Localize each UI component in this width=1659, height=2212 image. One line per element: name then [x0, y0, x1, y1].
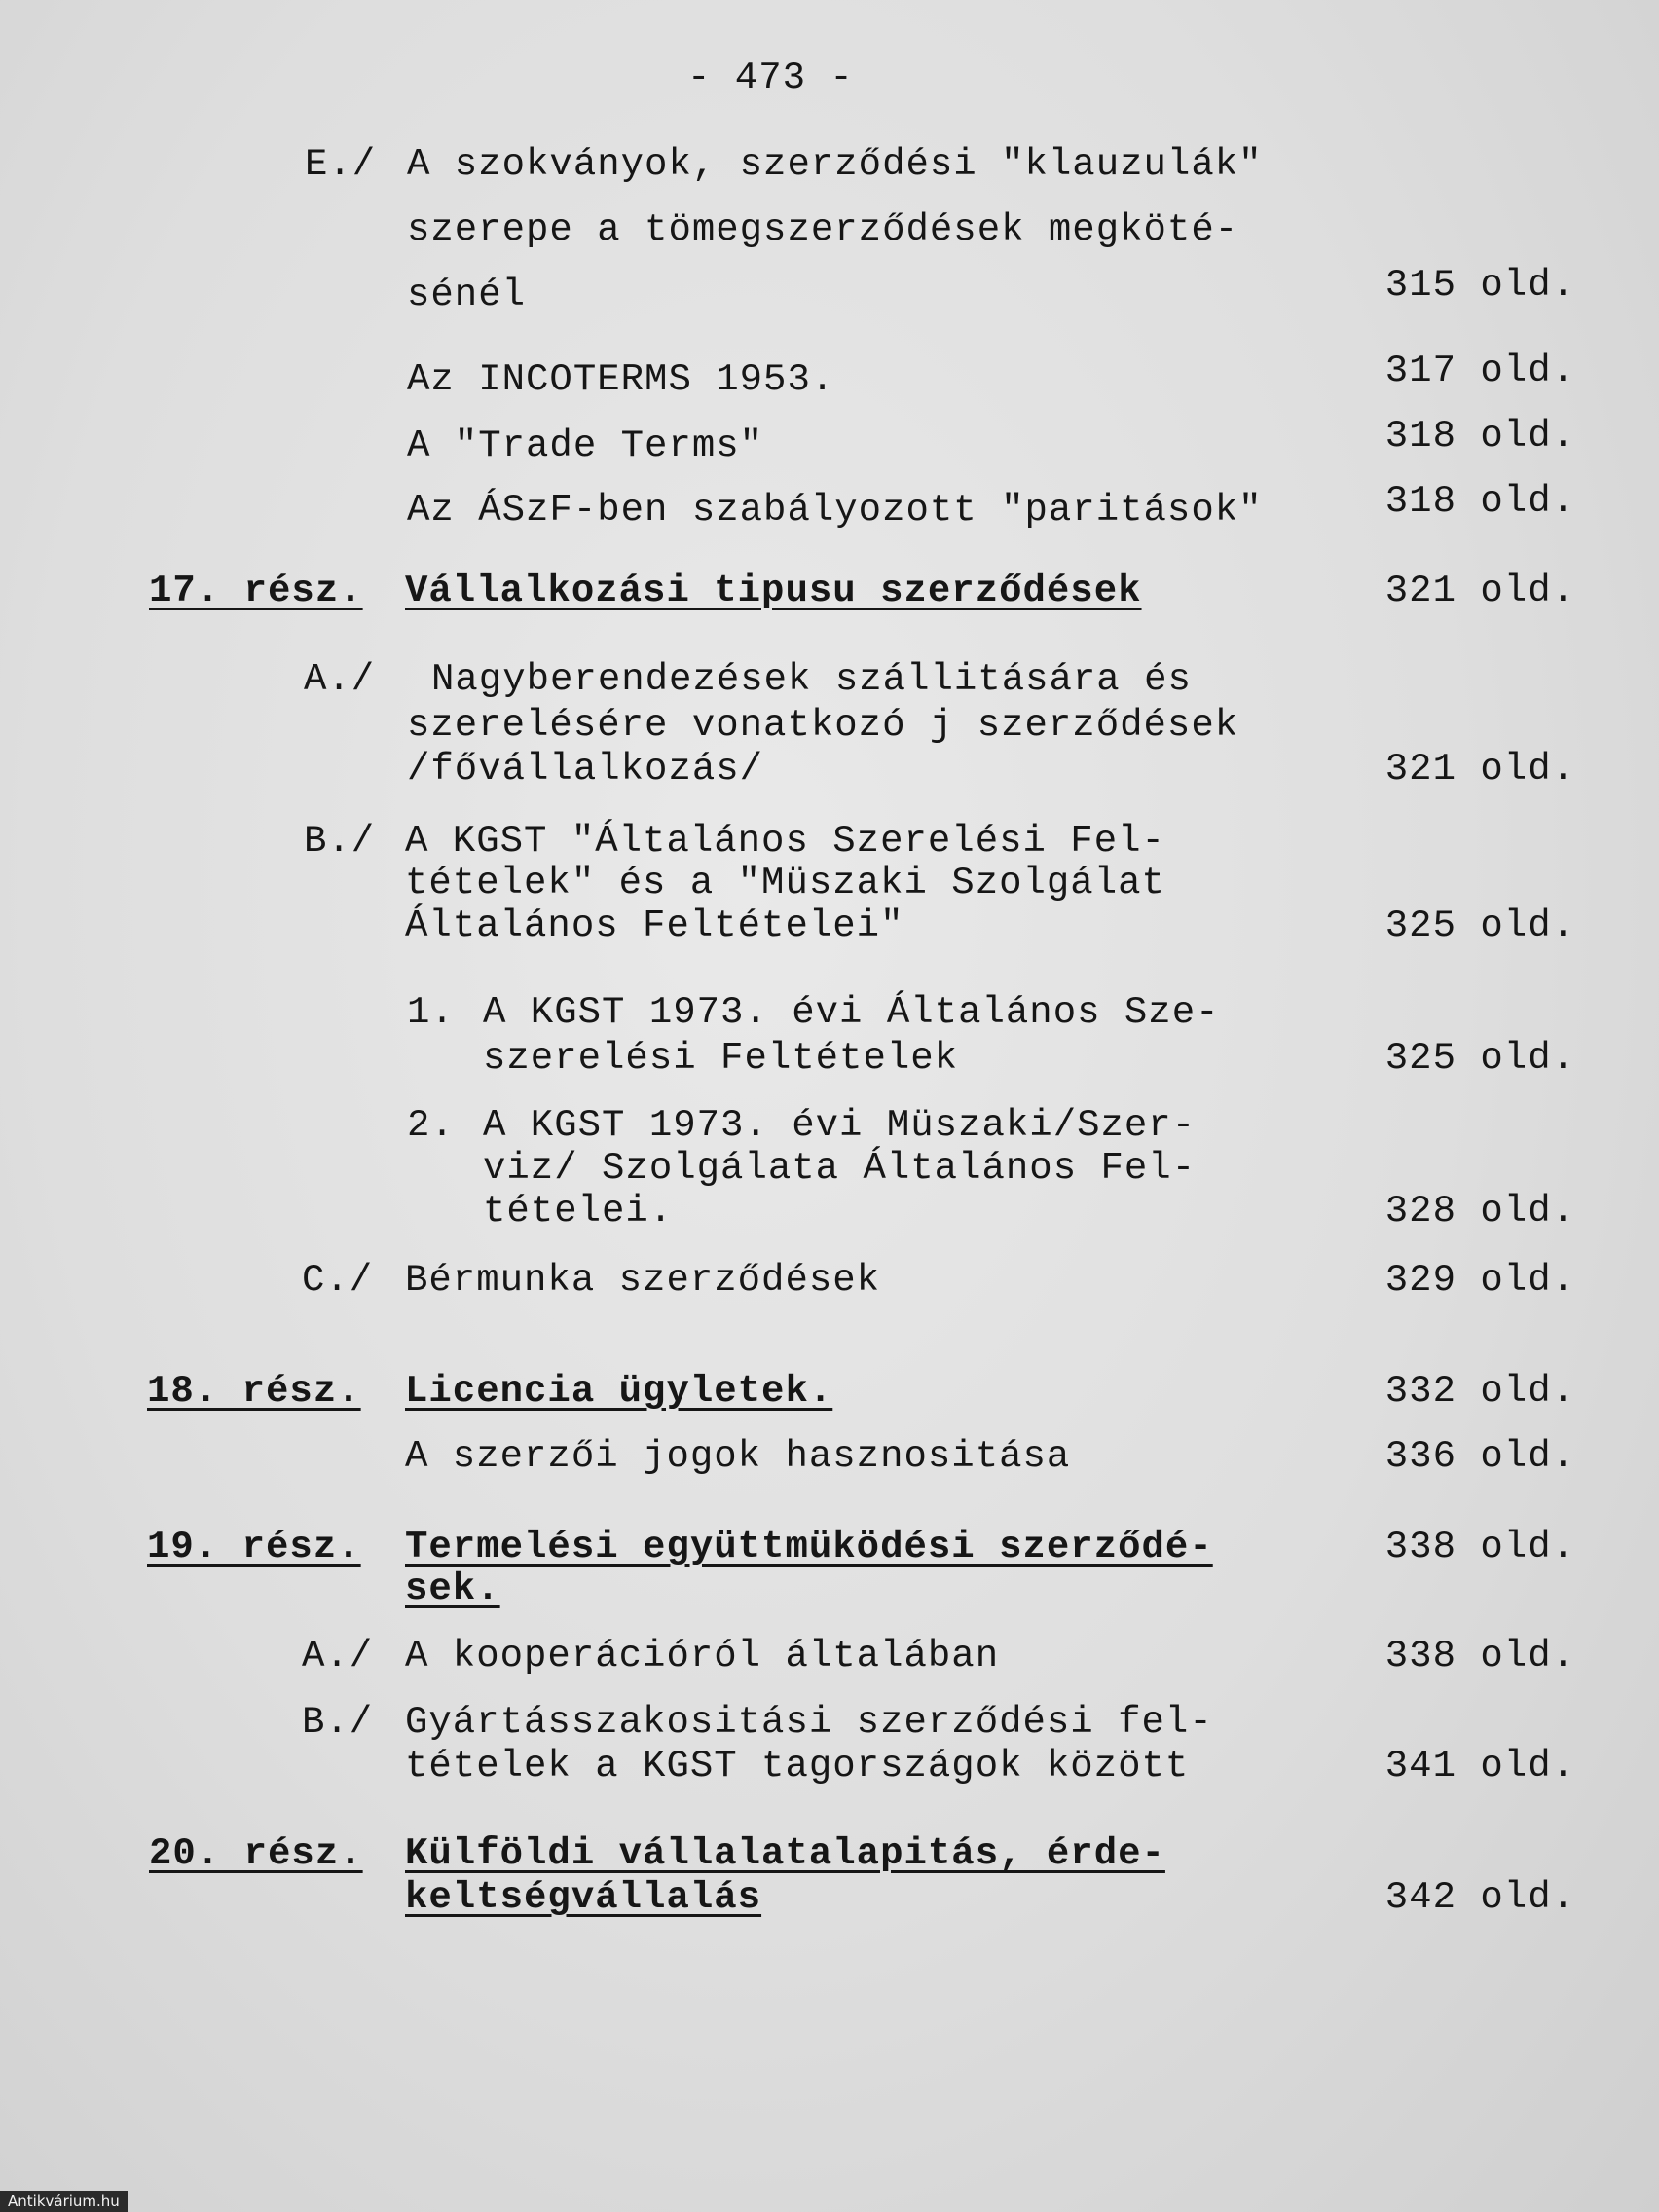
page-ref: 341 old. — [1384, 1745, 1575, 1788]
entry-text: A "Trade Terms" — [407, 424, 764, 467]
entry-text: /fővállalkozás/ — [407, 748, 764, 791]
entry-label-a: A./ — [302, 1635, 374, 1677]
entry-text: tételek" és a "Müszaki Szolgálat — [405, 862, 1165, 904]
entry-text: Nagyberendezések szállitására és — [431, 658, 1192, 701]
page-ref: 325 old. — [1384, 904, 1575, 947]
page-ref: 317 old. — [1384, 350, 1575, 392]
page-ref: 332 old. — [1384, 1370, 1575, 1413]
entry-text: A KGST 1973. évi Általános Sze- — [483, 991, 1220, 1034]
section-title: Licencia ügyletek. — [405, 1370, 833, 1413]
page-ref: 321 old. — [1384, 748, 1575, 791]
section-label-19: 19. rész. — [147, 1526, 361, 1568]
entry-text: A szokványok, szerződési "klauzulák" — [407, 143, 1263, 186]
section-title-cont: sek. — [405, 1567, 500, 1610]
page-ref: 342 old. — [1384, 1876, 1575, 1919]
section-label-17: 17. rész. — [149, 570, 363, 612]
entry-label-c: C./ — [302, 1259, 374, 1302]
entry-label-a: A./ — [304, 658, 376, 701]
entry-text: sénél — [407, 274, 527, 316]
entry-text: viz/ Szolgálata Általános Fel- — [483, 1147, 1197, 1190]
section-label-18: 18. rész. — [147, 1370, 361, 1413]
entry-text: szerelési Feltételek — [483, 1037, 959, 1080]
entry-label-e: E./ — [305, 143, 377, 186]
entry-text: Gyártásszakositási szerződési fel- — [405, 1701, 1213, 1744]
page-ref: 336 old. — [1384, 1435, 1575, 1478]
entry-text: tételei. — [483, 1190, 674, 1233]
page-ref: 325 old. — [1384, 1037, 1575, 1080]
page-ref: 318 old. — [1384, 480, 1575, 523]
entry-text: Általános Feltételei" — [405, 904, 904, 947]
page-ref: 328 old. — [1384, 1190, 1575, 1233]
page-ref: 321 old. — [1384, 570, 1575, 612]
page-ref: 329 old. — [1384, 1259, 1575, 1302]
section-label-20: 20. rész. — [149, 1832, 363, 1875]
entry-text: Az ÁSzF-ben szabályozott "paritások" — [407, 489, 1263, 532]
section-title: Külföldi vállalatalapitás, érde- — [405, 1832, 1165, 1875]
page-ref: 338 old. — [1384, 1635, 1575, 1677]
entry-label-1: 1. — [407, 991, 455, 1034]
entry-label-b: B./ — [302, 1701, 374, 1744]
entry-label-b: B./ — [304, 820, 376, 863]
section-title: Vállalkozási tipusu szerződések — [405, 570, 1142, 612]
watermark: Antikvárium.hu — [0, 2191, 128, 2212]
entry-text: tételek a KGST tagországok között — [405, 1745, 1190, 1788]
page-number: - 473 - — [687, 56, 854, 99]
entry-label-2: 2. — [407, 1104, 455, 1147]
page-ref: 318 old. — [1384, 415, 1575, 458]
entry-text: A KGST "Általános Szerelési Fel- — [405, 820, 1165, 863]
entry-text: szerepe a tömegszerződések megköté- — [407, 208, 1239, 251]
entry-text: Az INCOTERMS 1953. — [407, 358, 835, 401]
page-ref: 338 old. — [1384, 1526, 1575, 1568]
section-title: Termelési együttmüködési szerződé- — [405, 1526, 1213, 1568]
entry-text: A KGST 1973. évi Müszaki/Szer- — [483, 1104, 1197, 1147]
entry-text: szerelésére vonatkozó j szerződések — [407, 704, 1239, 747]
entry-text: A szerzői jogok hasznositása — [405, 1435, 1071, 1478]
entry-text: A kooperációról általában — [405, 1635, 1000, 1677]
section-title-cont: keltségvállalás — [405, 1876, 762, 1919]
page-ref: 315 old. — [1384, 264, 1575, 307]
entry-text: Bérmunka szerződések — [405, 1259, 881, 1302]
